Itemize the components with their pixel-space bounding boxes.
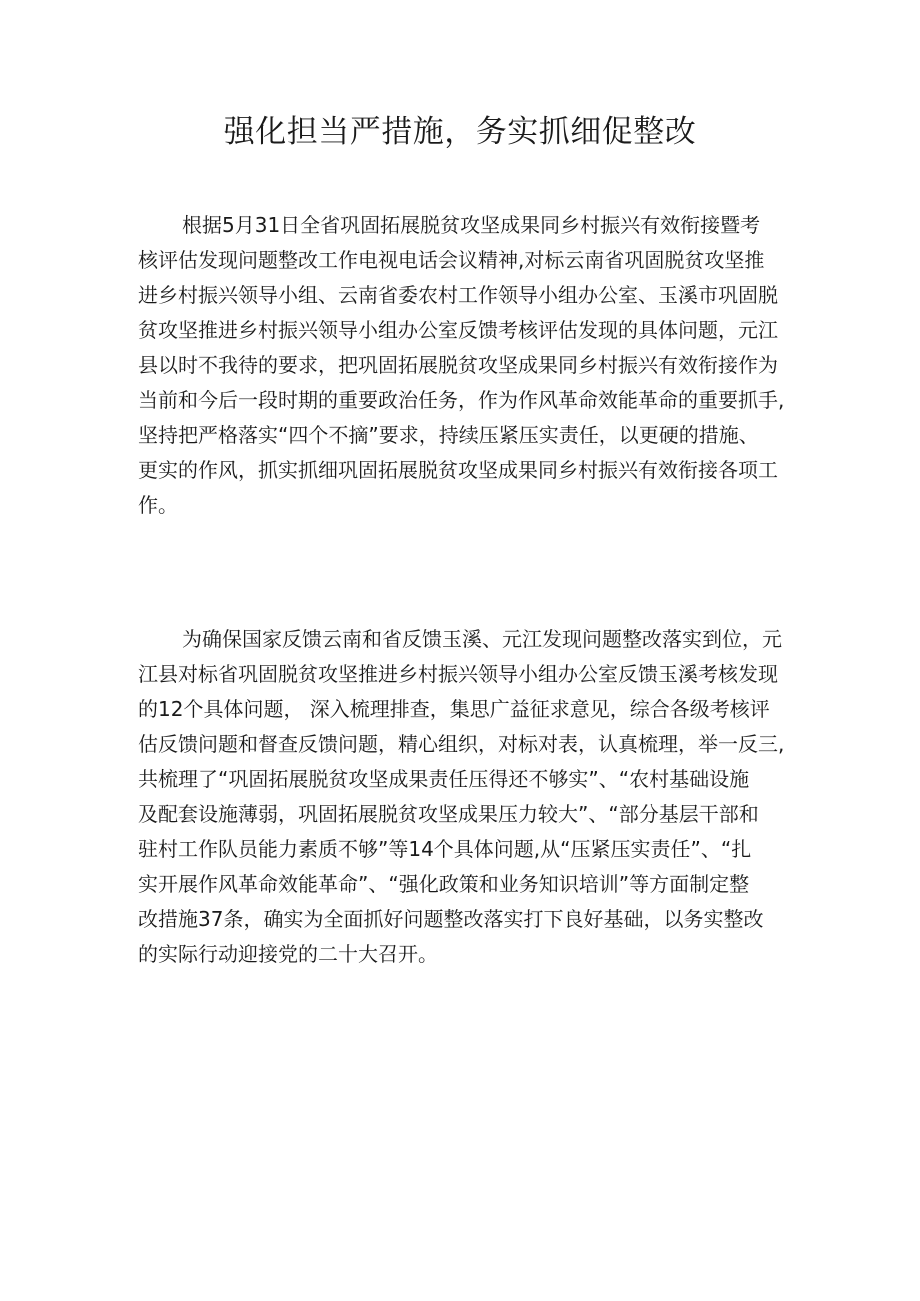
paragraph-line: 实开展作风革命效能革命”、“强化政策和业务知识培训”等方面制定整 — [138, 872, 750, 896]
paragraph-line: 根据5月31日全省巩固拓展脱贫攻坚成果同乡村振兴有效衔接暨考 — [182, 213, 761, 237]
paragraph-line: 当前和今后一段时期的重要政治任务，作为作风革命效能革命的重要抓手, — [138, 388, 785, 412]
paragraph-line: 共梳理了“巩固拓展脱贫攻坚成果责任压得还不够实”、“农村基础设施 — [138, 767, 750, 791]
paragraph-line: 进乡村振兴领导小组、云南省委农村工作领导小组办公室、玉溪市巩固脱 — [138, 283, 778, 307]
paragraph-line: 的12个具体问题， 深入梳理排查，集思广益征求意见，综合各级考核评 — [138, 697, 770, 721]
paragraph-line: 驻村工作队员能力素质不够”等14个具体问题,从“压紧压实责任”、“扎 — [138, 837, 752, 861]
paragraph-line: 江县对标省巩固脱贫攻坚推进乡村振兴领导小组办公室反馈玉溪考核发现 — [138, 662, 778, 686]
paragraph-line: 的实际行动迎接党的二十大召开。 — [138, 942, 438, 966]
paragraph-line: 坚持把严格落实“四个不摘”要求，持续压紧压实责任，以更硬的措施、 — [138, 423, 759, 447]
document-title: 强化担当严措施，务实抓细促整改 — [223, 114, 697, 150]
paragraph-line: 核评估发现问题整改工作电视电话会议精神,对标云南省巩固脱贫攻坚推 — [138, 248, 765, 272]
paragraph-1 — [138, 208, 798, 523]
paragraph-2 — [138, 622, 798, 972]
paragraph-line: 县以时不我待的要求，把巩固拓展脱贫攻坚成果同乡村振兴有效衔接作为 — [138, 353, 778, 377]
paragraph-line: 更实的作风，抓实抓细巩固拓展脱贫攻坚成果同乡村振兴有效衔接各项工 — [138, 458, 778, 482]
paragraph-line: 及配套设施薄弱，巩固拓展脱贫攻坚成果压力较大”、“部分基层干部和 — [138, 802, 759, 826]
paragraph-line: 贫攻坚推进乡村振兴领导小组办公室反馈考核评估发现的具体问题，元江 — [138, 318, 778, 342]
paragraph-line: 为确保国家反馈云南和省反馈玉溪、元江发现问题整改落实到位，元 — [182, 627, 782, 651]
paragraph-line: 改措施37条，确实为全面抓好问题整改落实打下良好基础，以务实整改 — [138, 907, 764, 931]
paragraph-line: 作。 — [138, 493, 178, 517]
paragraph-line: 估反馈问题和督查反馈问题，精心组织，对标对表，认真梳理，举一反三, — [138, 732, 785, 756]
